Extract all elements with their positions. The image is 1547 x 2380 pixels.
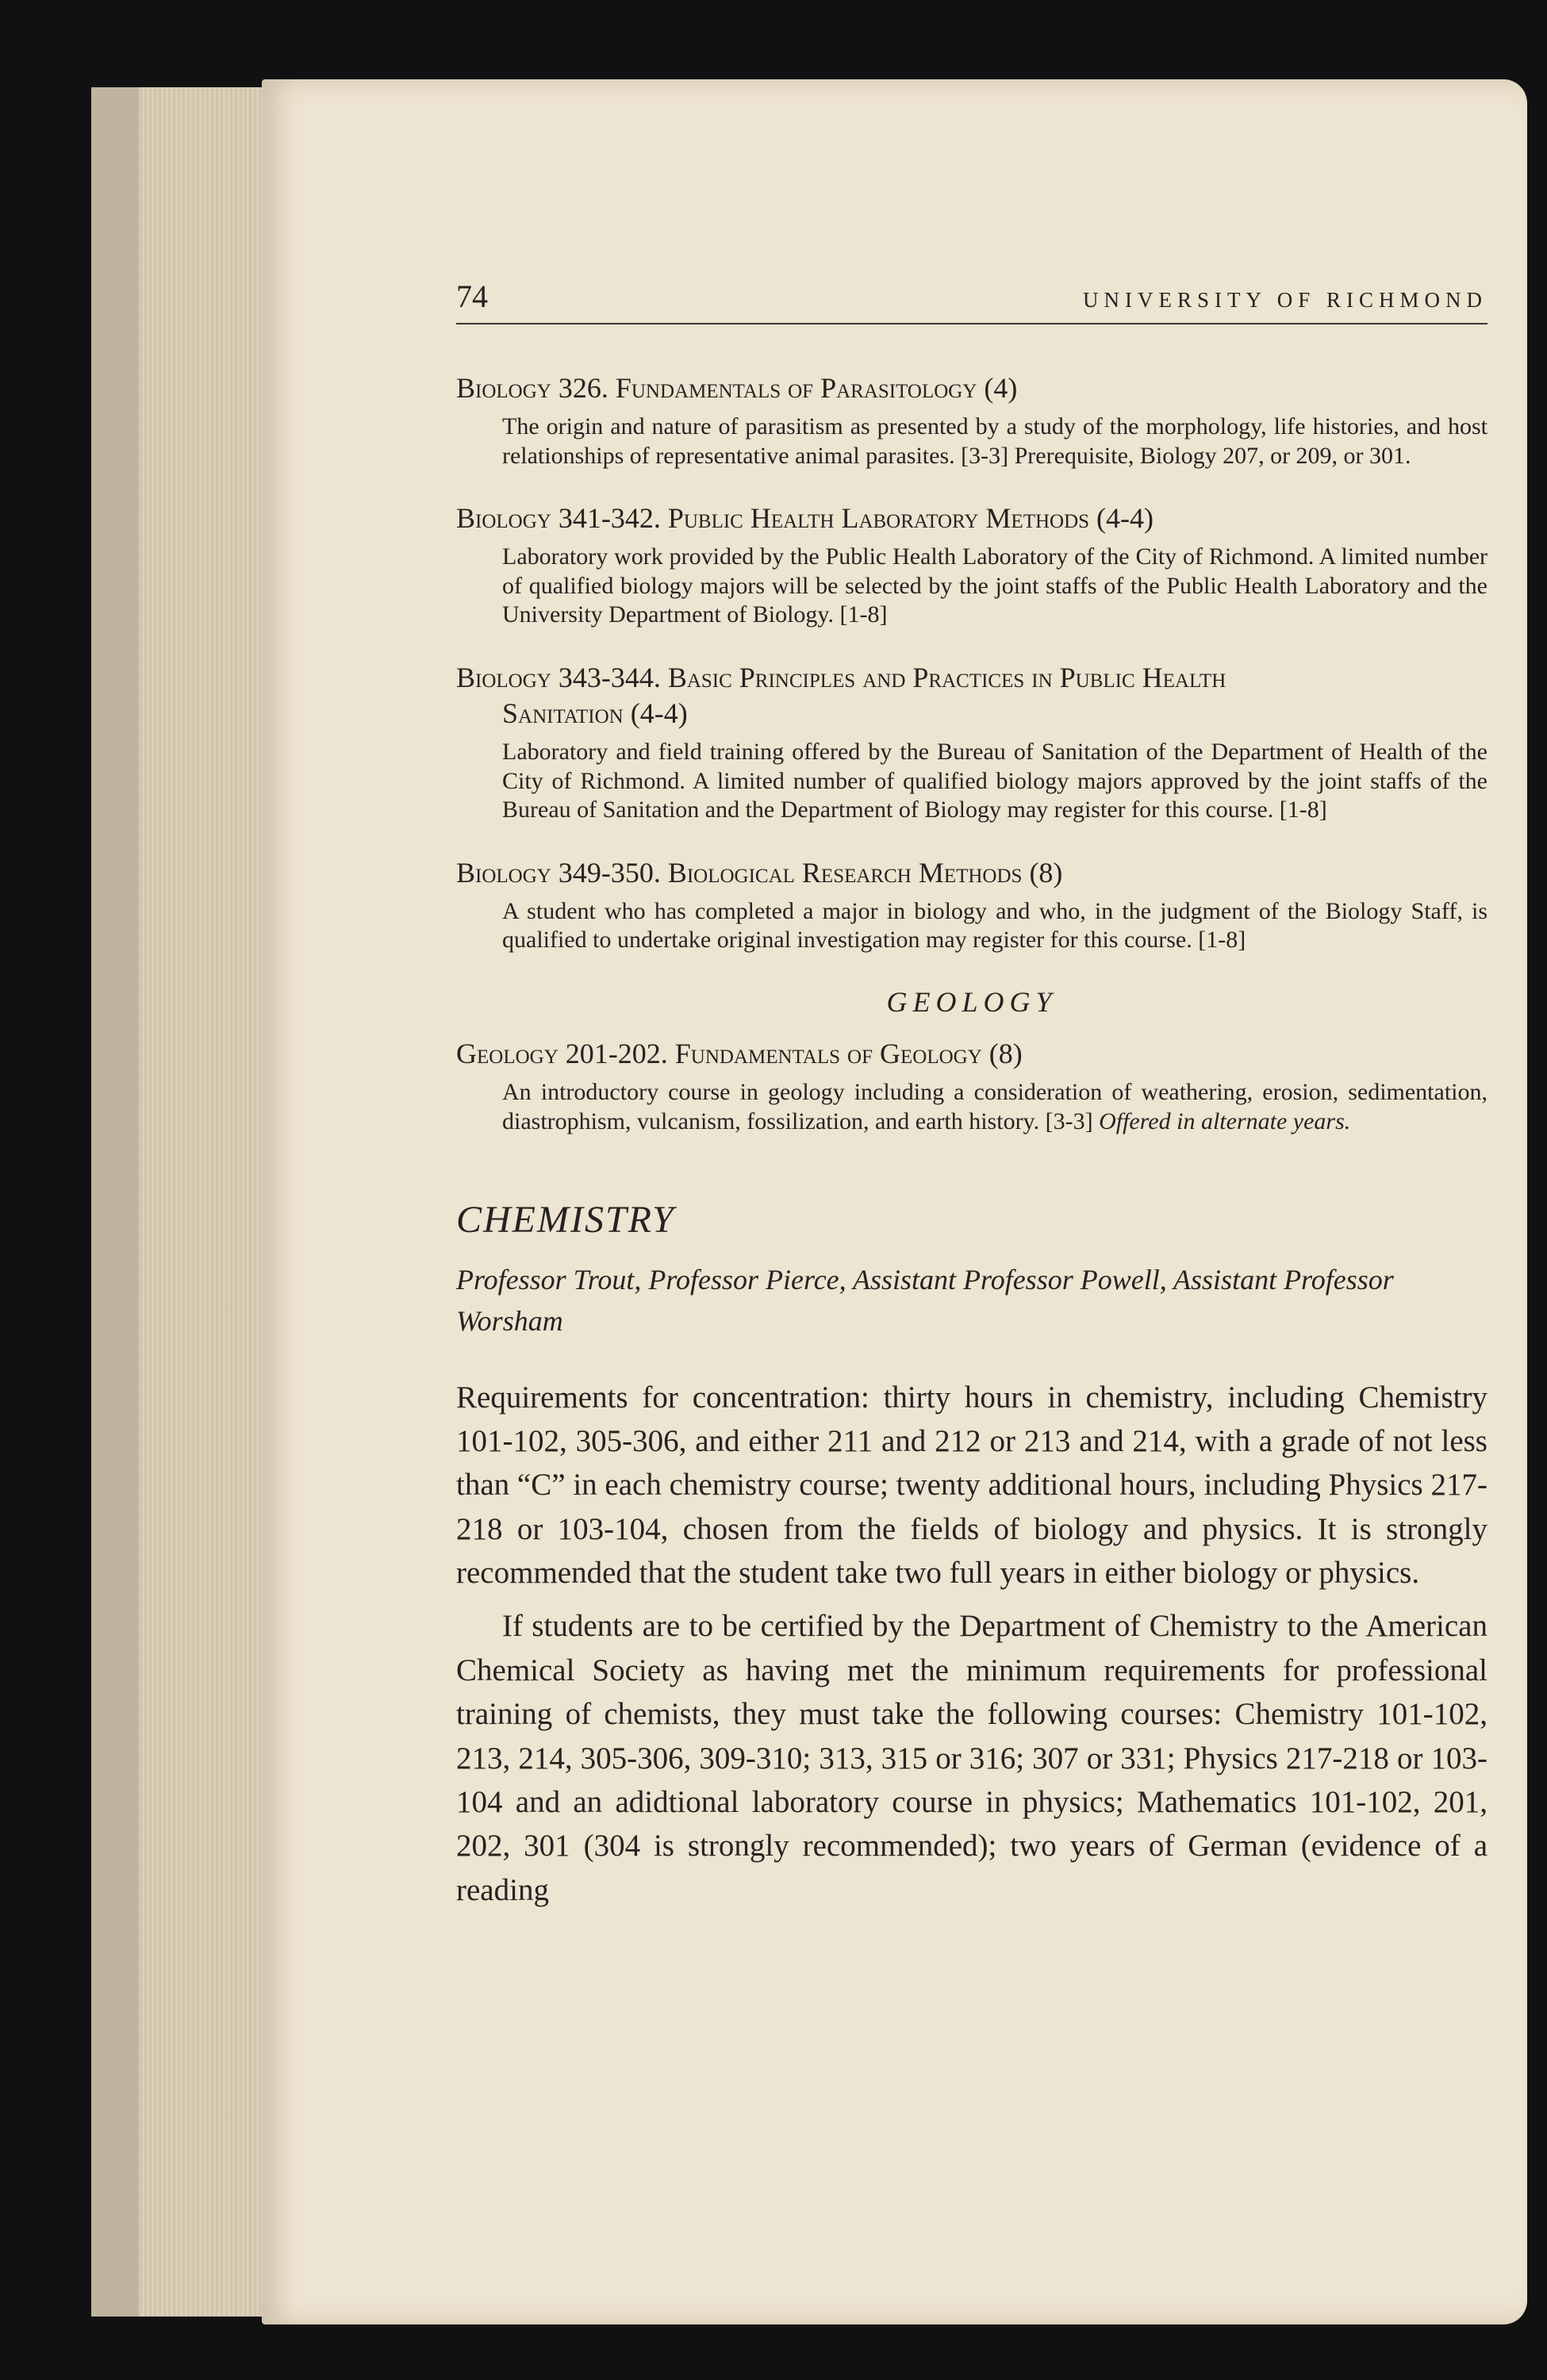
course-title: Biology 326. Fundamentals of Parasitology (4) (456, 372, 1018, 404)
chemistry-paragraph-2: If students are to be certified by the Department of Chemistry to the American Chemical Society as having met the minimum requirements for professional training of chemists, they must take the following courses: Chemistry 101-102, 213, 214, 305-306, 309-310; 313, 315 or 316; 307 or 331; Physics 217-218 or 103-104 and an adidtional laboratory course in physics; Mathematics 101-102, 201, 202, 301 (304 is strongly recommended); two years of German (evidence of a reading (456, 1609, 1488, 1907)
journal-title: UNIVERSITY OF RICHMOND (1082, 288, 1488, 312)
course-title-line1: Biology 343-344. Basic Principles and Practices in Public Health (456, 661, 1226, 693)
course-title: Biology 341-342. Public Health Laboratory Methods (4-4) (456, 502, 1154, 535)
page-content (456, 278, 1488, 1921)
geology-heading: GEOLOGY (886, 985, 1058, 1018)
geology-description: An introductory course in geology including a consideration of weathering, erosion, sedimentation, diastrophism, vulcanism, fossilization, and earth history. [3-3] (502, 1078, 1488, 1134)
course-biology-341 (456, 501, 1488, 630)
chemistry-heading: CHEMISTRY (456, 1199, 675, 1242)
course-description: Laboratory work provided by the Public Health Laboratory of the City of Richmond. A limited number of qualified biology majors will be selected by the joint staffs of the Public Health Laboratory and the University Department of Biology. [1-8] (502, 543, 1488, 628)
course-description: A student who has completed a major in biology and who, in the judgment of the Biology Staff, is qualified to undertake original investigation may register for this course. [1-8] (502, 897, 1488, 954)
chemistry-faculty: Professor Trout, Professor Pierce, Assistant Professor Powell, Assistant Professor Worsham (456, 1264, 1394, 1338)
course-geology-201 (456, 1036, 1488, 1136)
course-title-line2: Sanitation (4-4) (502, 697, 688, 729)
course-description: The origin and nature of parasitism as presented by a study of the morphology, life histories, and host relationships of representative animal parasites. [3-3] Prerequisite, Biology 207, or 209, or 301. (502, 413, 1488, 469)
course-description (456, 1078, 1488, 1136)
chemistry-paragraph-1: Requirements for concentration: thirty hours in chemistry, including Chemistry 101-102, 305-306, and either 211 and 212 or 213 and 214, with a grade of not less than “C” in each chemistry course; twenty additional hours, including Physics 217-218 or 103-104, chosen from the fields of biology and physics. It is strongly recommended that the student take two full years in either biology or physics. (456, 1380, 1488, 1590)
course-biology-343 (456, 660, 1488, 825)
course-description: Laboratory and field training offered by the Bureau of Sanitation of the Department of Health of the City of Richmond. A limited number of qualified biology majors approved by the joint staffs of the Bureau of Sanitation and the Department of Biology may register for this course. [1-8] (502, 738, 1488, 823)
running-head (456, 278, 1488, 324)
geology-note: Offered in alternate years. (1099, 1107, 1351, 1134)
course-biology-326 (456, 370, 1488, 470)
binding-strip (91, 87, 139, 2317)
course-title (456, 660, 1488, 731)
course-biology-349 (456, 855, 1488, 955)
course-title: Biology 349-350. Biological Research Methods (8) (456, 856, 1063, 889)
course-title: Geology 201-202. Fundamentals of Geology (8) (456, 1037, 1023, 1069)
page-number: 74 (456, 278, 488, 314)
